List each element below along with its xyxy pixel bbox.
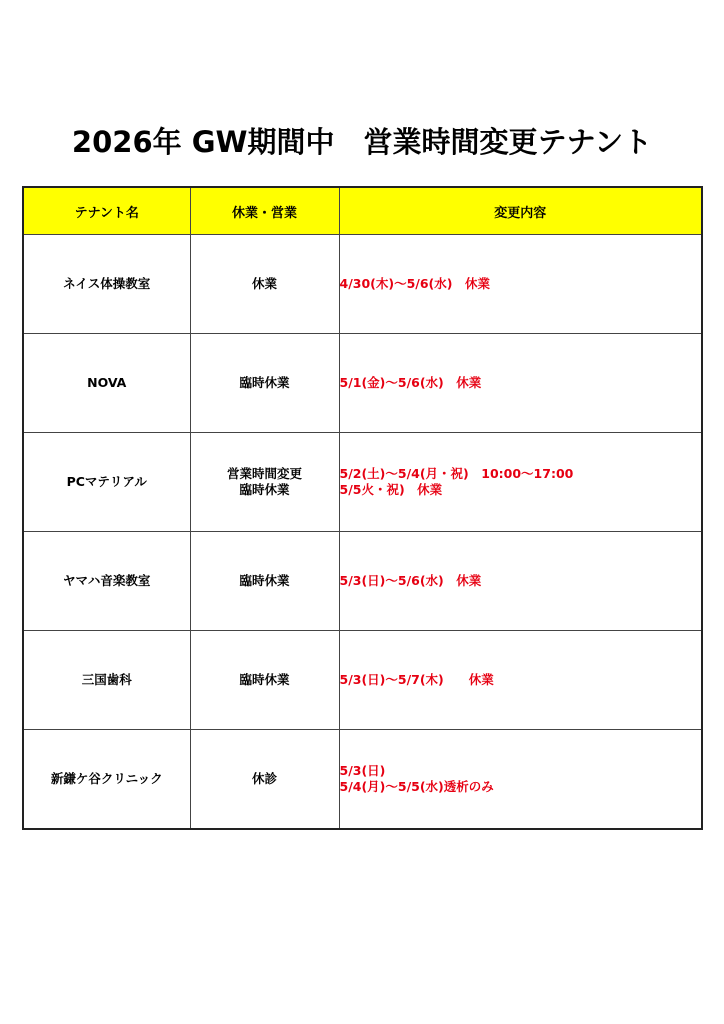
table-row bbox=[23, 730, 702, 830]
tenant-status: 臨時休業 bbox=[190, 532, 339, 631]
tenant-name: NOVA bbox=[23, 334, 190, 433]
tenant-detail: 5/3(日)～5/6(水) 休業 bbox=[339, 532, 702, 631]
tenant-status: 臨時休業 bbox=[190, 631, 339, 730]
tenant-status: 営業時間変更 臨時休業 bbox=[190, 433, 339, 532]
tenant-detail: 5/2(土)～5/4(月・祝) 10:00～17:00 5/5火・祝) 休業 bbox=[339, 433, 702, 532]
tenant-name: 三国歯科 bbox=[23, 631, 190, 730]
table-row bbox=[23, 433, 702, 532]
tenant-status: 休診 bbox=[190, 730, 339, 830]
tenant-status: 休業 bbox=[190, 235, 339, 334]
tenant-detail: 5/3(日)～5/7(木) 休業 bbox=[339, 631, 702, 730]
tenant-status: 臨時休業 bbox=[190, 334, 339, 433]
table-row bbox=[23, 334, 702, 433]
tenant-name: PCマテリアル bbox=[23, 433, 190, 532]
header-details: 変更内容 bbox=[339, 187, 702, 235]
header-status: 休業・営業 bbox=[190, 187, 339, 235]
tenant-name: 新鎌ケ谷クリニック bbox=[23, 730, 190, 830]
tenant-detail: 5/1(金)～5/6(水) 休業 bbox=[339, 334, 702, 433]
page-title: 2026年 GW期間中 営業時間変更テナント bbox=[71, 125, 653, 159]
header-tenant-name: テナント名 bbox=[23, 187, 190, 235]
tenant-detail: 4/30(木)～5/6(水) 休業 bbox=[339, 235, 702, 334]
tenant-detail: 5/3(日) 5/4(月)～5/5(水)透析のみ bbox=[339, 730, 702, 830]
table-row bbox=[23, 631, 702, 730]
table-row bbox=[23, 235, 702, 334]
table-header-row bbox=[23, 187, 702, 235]
tenant-name: ヤマハ音楽教室 bbox=[23, 532, 190, 631]
tenant-table bbox=[22, 186, 703, 830]
tenant-name: ネイス体操教室 bbox=[23, 235, 190, 334]
table-row bbox=[23, 532, 702, 631]
